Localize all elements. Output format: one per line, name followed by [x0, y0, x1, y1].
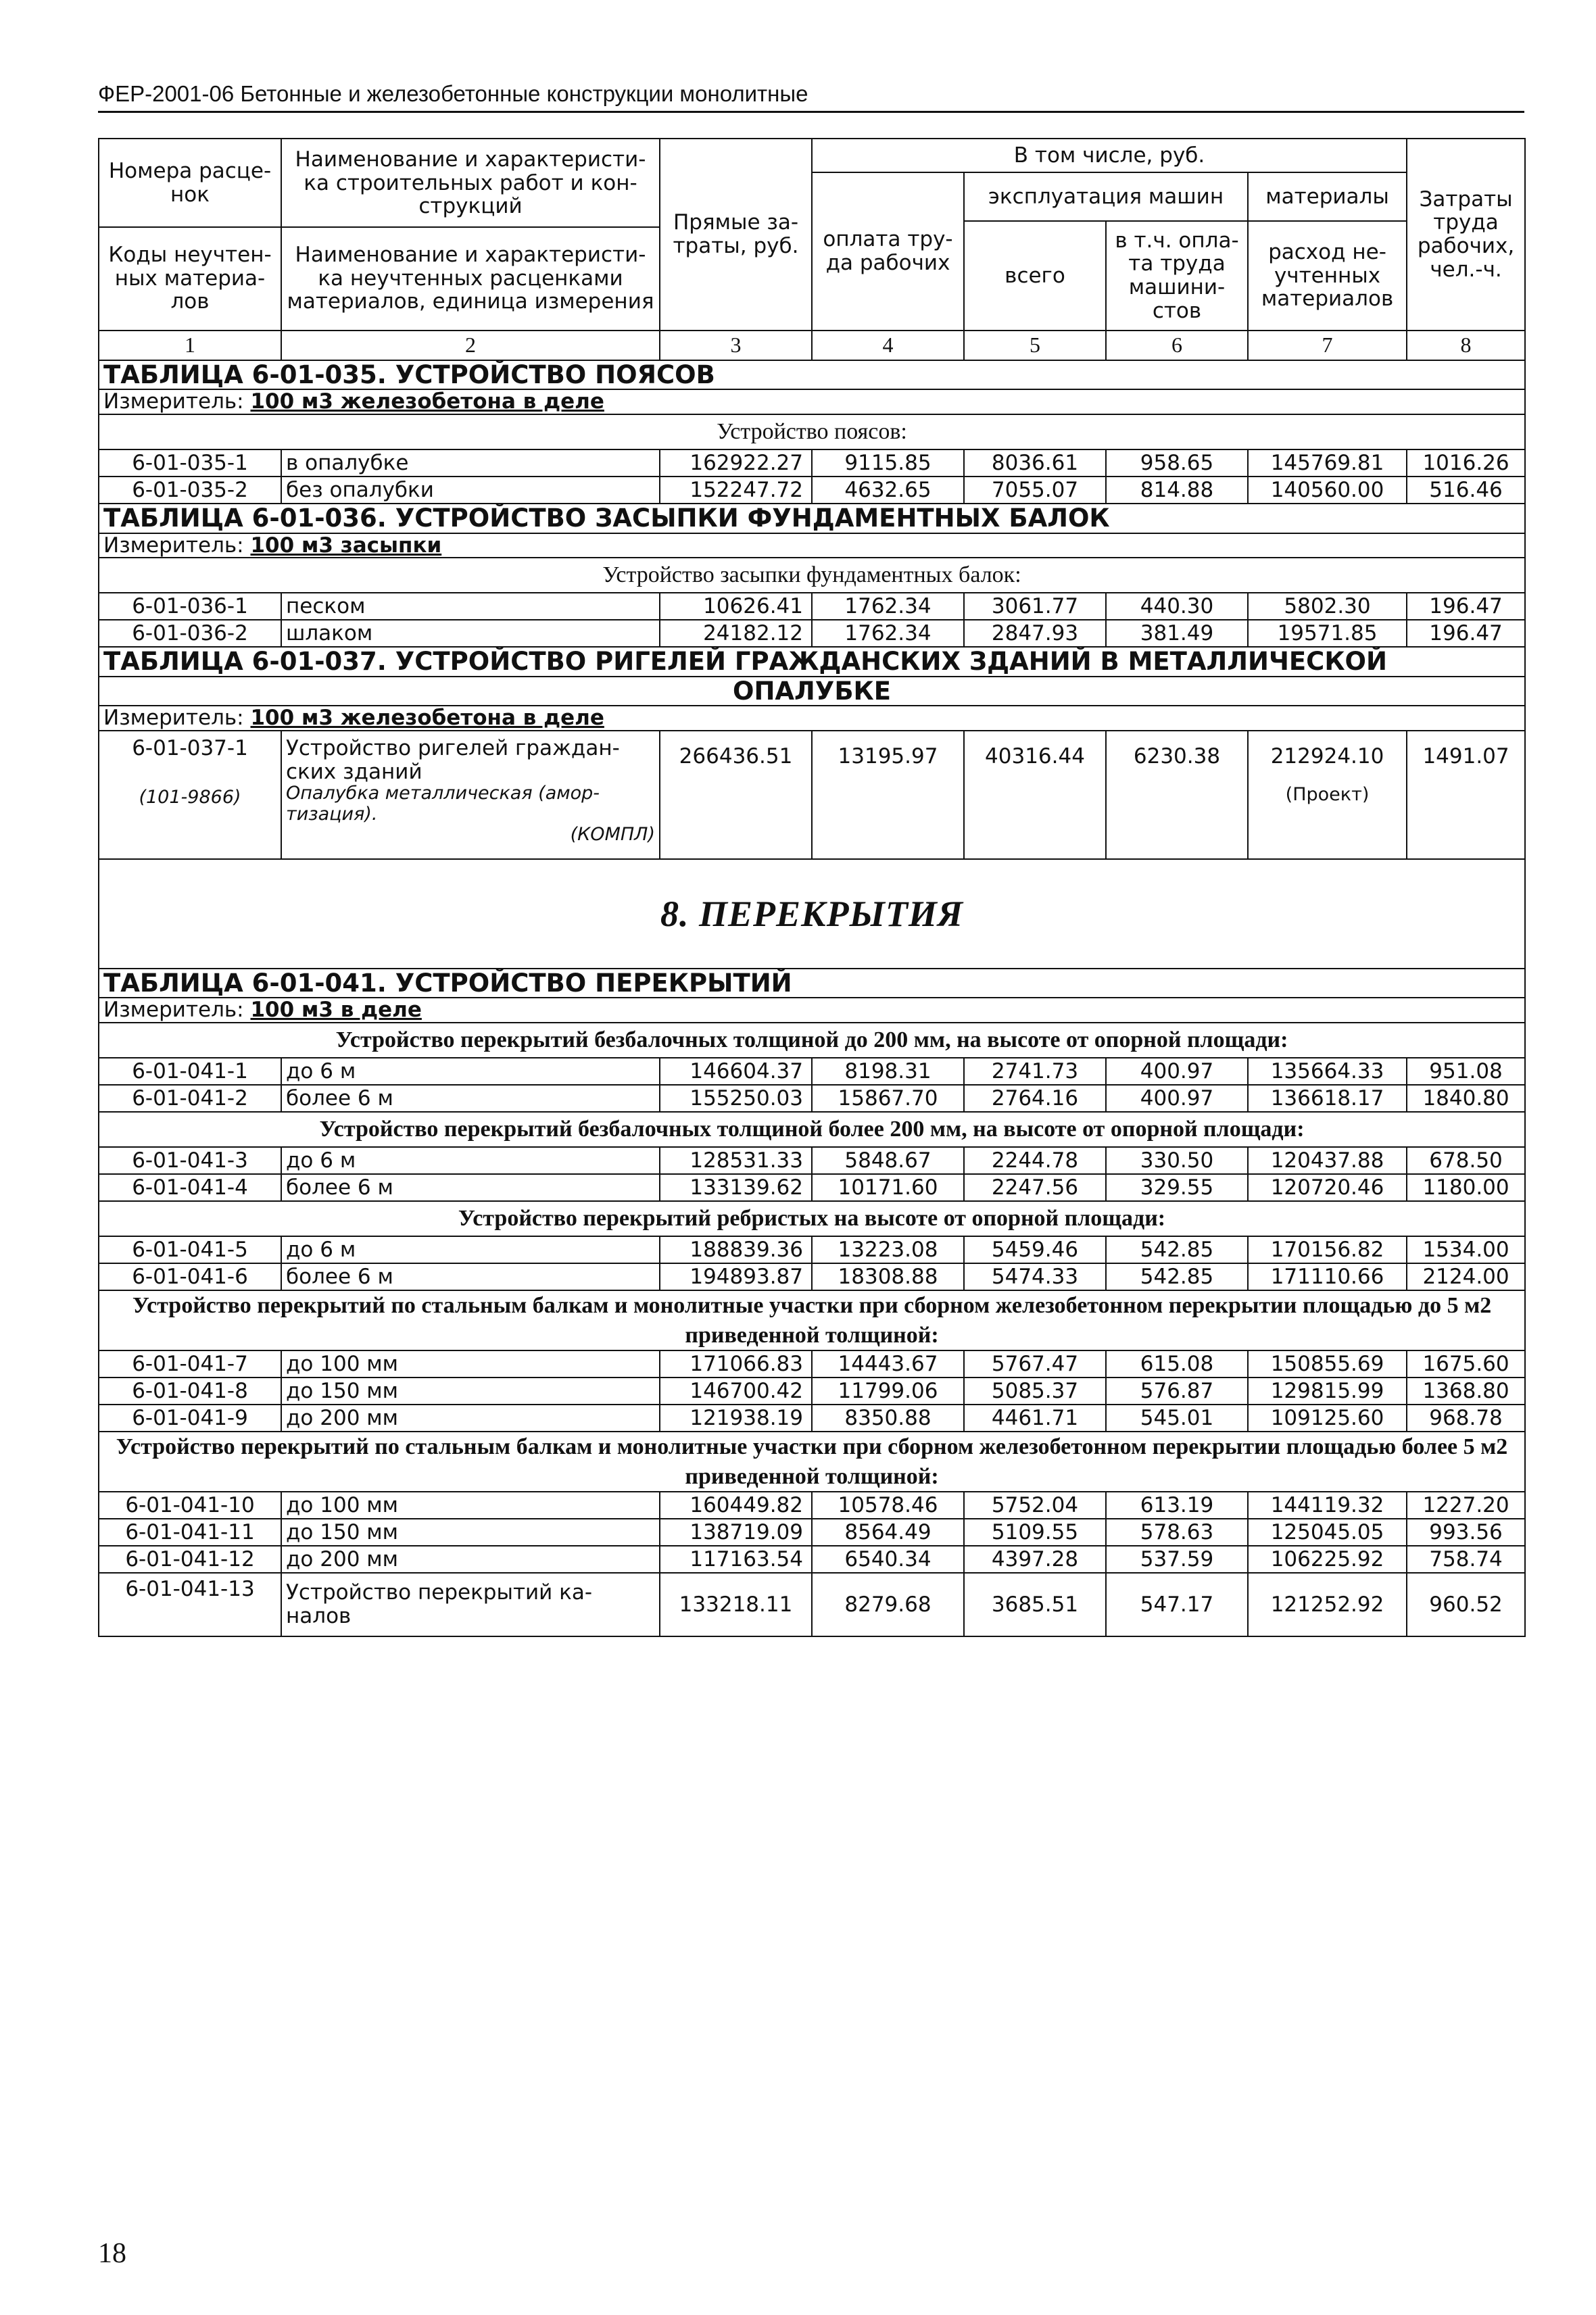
- table-title-041: [99, 969, 1525, 998]
- table-row: [99, 1492, 1525, 1519]
- rate-code: 6-01-041-4: [99, 1174, 281, 1201]
- wage: 6540.34: [812, 1546, 964, 1573]
- materials: 121252.92: [1248, 1573, 1407, 1636]
- price-table: [98, 138, 1526, 1637]
- wage: 18308.88: [812, 1263, 964, 1290]
- rate-code: 6-01-041-1: [99, 1058, 281, 1085]
- machines-total: 3685.51: [964, 1573, 1106, 1636]
- materials: 109125.60: [1248, 1405, 1407, 1432]
- direct-cost: 117163.54: [660, 1546, 812, 1573]
- materials: 171110.66: [1248, 1263, 1407, 1290]
- rate-code: 6-01-041-2: [99, 1085, 281, 1112]
- table-row: [99, 1174, 1525, 1201]
- work-name: до 200 мм: [281, 1546, 660, 1573]
- labor: 2124.00: [1407, 1263, 1525, 1290]
- direct-cost: 162922.27: [660, 449, 812, 477]
- group-041-3: [99, 1201, 1525, 1236]
- rate-code: 6-01-041-7: [99, 1350, 281, 1378]
- table-title-035: [99, 360, 1525, 389]
- rate-code: 6-01-035-1: [99, 449, 281, 477]
- table-title: ТАБЛИЦА 6-01-035. УСТРОЙСТВО ПОЯСОВ: [99, 360, 1525, 389]
- machines-total: 5459.46: [964, 1236, 1106, 1263]
- machines-total: 7055.07: [964, 477, 1106, 504]
- table-row: [99, 1378, 1525, 1405]
- rate-code: 6-01-041-3: [99, 1147, 281, 1174]
- labor: 678.50: [1407, 1147, 1525, 1174]
- section-row: [99, 859, 1525, 969]
- machines-wage: 578.63: [1106, 1519, 1248, 1546]
- wage: 14443.67: [812, 1350, 964, 1378]
- table-title: ТАБЛИЦА 6-01-036. УСТРОЙСТВО ЗАСЫПКИ ФУНДАМЕНТНЫХ БАЛОК: [99, 504, 1525, 533]
- group-heading: Устройство перекрытий ребристых на высоте от опорной площади:: [99, 1201, 1525, 1236]
- materials-cell: [1248, 731, 1407, 859]
- machines-wage: 330.50: [1106, 1147, 1248, 1174]
- machines-wage: 613.19: [1106, 1492, 1248, 1519]
- labor: 1180.00: [1407, 1174, 1525, 1201]
- labor: 1534.00: [1407, 1236, 1525, 1263]
- materials: 145769.81: [1248, 449, 1407, 477]
- machines-wage: 6230.38: [1106, 731, 1248, 859]
- work-name: до 100 мм: [281, 1350, 660, 1378]
- direct-cost: 10626.41: [660, 593, 812, 620]
- rate-code: 6-01-041-12: [99, 1546, 281, 1573]
- wage: 13223.08: [812, 1236, 964, 1263]
- table-row: [99, 593, 1525, 620]
- machines-wage: 381.49: [1106, 620, 1248, 647]
- labor: 1227.20: [1407, 1492, 1525, 1519]
- rate-code: 6-01-041-9: [99, 1405, 281, 1432]
- material-name: Опалубка металлическая (амор-тизация).: [286, 783, 600, 825]
- labor: 1491.07: [1407, 731, 1525, 859]
- direct-cost: 133139.62: [660, 1174, 812, 1201]
- direct-cost: 266436.51: [660, 731, 812, 859]
- running-header: [98, 81, 1524, 113]
- work-name: шлаком: [281, 620, 660, 647]
- materials: 140560.00: [1248, 477, 1407, 504]
- wage: 8350.88: [812, 1405, 964, 1432]
- direct-cost: 128531.33: [660, 1147, 812, 1174]
- direct-cost: 188839.36: [660, 1236, 812, 1263]
- section-title: 8. ПЕРЕКРЫТИЯ: [660, 893, 964, 934]
- direct-costs-header: Прямые за-траты, руб.: [660, 139, 812, 331]
- rate-code: 6-01-041-8: [99, 1378, 281, 1405]
- wage: 1762.34: [812, 620, 964, 647]
- table-title-continued: ОПАЛУБКЕ: [99, 677, 1525, 706]
- table-title: ТАБЛИЦА 6-01-037. УСТРОЙСТВО РИГЕЛЕЙ ГРАЖДАНСКИХ ЗДАНИЙ В МЕТАЛЛИЧЕСКОЙ: [99, 647, 1525, 676]
- page-number: 18: [98, 2238, 126, 2269]
- rate-code: 6-01-041-10: [99, 1492, 281, 1519]
- table-title-037: [99, 647, 1525, 676]
- machines-total: 2741.73: [964, 1058, 1106, 1085]
- machines-total: 4461.71: [964, 1405, 1106, 1432]
- direct-cost: 171066.83: [660, 1350, 812, 1378]
- table-row: [99, 1546, 1525, 1573]
- wage: 8198.31: [812, 1058, 964, 1085]
- rate-code: 6-01-037-1: [132, 735, 248, 760]
- machines-header: эксплуатация машин: [964, 172, 1248, 221]
- machines-total: 4397.28: [964, 1546, 1106, 1573]
- group-041-5: [99, 1432, 1525, 1492]
- work-name-cell: [281, 731, 660, 859]
- machines-wage: 440.30: [1106, 593, 1248, 620]
- wage-header: оплата тру-да рабочих: [812, 172, 964, 331]
- work-name: песком: [281, 593, 660, 620]
- direct-cost: 152247.72: [660, 477, 812, 504]
- wage: 13195.97: [812, 731, 964, 859]
- materials: 5802.30: [1248, 593, 1407, 620]
- wage: 10578.46: [812, 1492, 964, 1519]
- materials: 19571.85: [1248, 620, 1407, 647]
- measure-row-035: [99, 389, 1525, 414]
- wage: 4632.65: [812, 477, 964, 504]
- machines-wage: 545.01: [1106, 1405, 1248, 1432]
- machines-total: 3061.77: [964, 593, 1106, 620]
- machines-wage: 547.17: [1106, 1573, 1248, 1636]
- table-row: [99, 1236, 1525, 1263]
- running-title: ФЕР-2001-06 Бетонные и железобетонные конструкции монолитные: [98, 81, 808, 106]
- labor: 993.56: [1407, 1519, 1525, 1546]
- measure-label: Измеритель:: [103, 389, 244, 414]
- machines-total: 2847.93: [964, 620, 1106, 647]
- direct-cost: 24182.12: [660, 620, 812, 647]
- machines-wage: 576.87: [1106, 1378, 1248, 1405]
- machines-total: 8036.61: [964, 449, 1106, 477]
- material-unit: (КОМПЛ): [570, 823, 655, 845]
- direct-cost: 146604.37: [660, 1058, 812, 1085]
- wage: 5848.67: [812, 1147, 964, 1174]
- measure-value: 100 м3 железобетона в деле: [250, 706, 604, 731]
- machines-total: 5474.33: [964, 1263, 1106, 1290]
- measure-label: Измеритель:: [103, 998, 244, 1023]
- col-num: 5: [964, 331, 1106, 360]
- group-heading: Устройство засыпки фундаментных балок:: [99, 558, 1525, 593]
- materials: 170156.82: [1248, 1236, 1407, 1263]
- machines-total: 2247.56: [964, 1174, 1106, 1201]
- col1-header-top: Номера расце-нок: [99, 140, 281, 228]
- labor-header: Затраты труда рабочих, чел.-ч.: [1407, 139, 1525, 331]
- machines-wage-header: в т.ч. опла-та труда машини-стов: [1106, 221, 1248, 331]
- labor: 196.47: [1407, 620, 1525, 647]
- machines-total: 2244.78: [964, 1147, 1106, 1174]
- materials: 150855.69: [1248, 1350, 1407, 1378]
- materials: 135664.33: [1248, 1058, 1407, 1085]
- direct-cost: 160449.82: [660, 1492, 812, 1519]
- rate-code: 6-01-036-2: [99, 620, 281, 647]
- rate-code-cell: [99, 731, 281, 859]
- labor: 1675.60: [1407, 1350, 1525, 1378]
- group-035: [99, 414, 1525, 449]
- machines-all-header: всего: [964, 221, 1106, 331]
- work-name: более 6 м: [281, 1174, 660, 1201]
- work-name: до 150 мм: [281, 1378, 660, 1405]
- machines-total: 40316.44: [964, 731, 1106, 859]
- table-title: ТАБЛИЦА 6-01-041. УСТРОЙСТВО ПЕРЕКРЫТИЙ: [99, 969, 1525, 998]
- materials-header: материалы: [1248, 172, 1407, 221]
- group-heading: Устройство перекрытий безбалочных толщиной до 200 мм, на высоте от опорной площади:: [99, 1023, 1525, 1058]
- machines-total: 5109.55: [964, 1519, 1106, 1546]
- table-row: [99, 1519, 1525, 1546]
- table-row: [99, 1058, 1525, 1085]
- col-num: 2: [281, 331, 660, 360]
- work-name: до 100 мм: [281, 1492, 660, 1519]
- wage: 15867.70: [812, 1085, 964, 1112]
- wage: 11799.06: [812, 1378, 964, 1405]
- work-name: Устройство ригелей граждан-ских зданий: [286, 735, 620, 784]
- machines-wage: 400.97: [1106, 1058, 1248, 1085]
- work-name: более 6 м: [281, 1085, 660, 1112]
- table-row: [99, 620, 1525, 647]
- direct-cost: 121938.19: [660, 1405, 812, 1432]
- wage: 8279.68: [812, 1573, 964, 1636]
- col-num: 6: [1106, 331, 1248, 360]
- labor: 951.08: [1407, 1058, 1525, 1085]
- direct-cost: 133218.11: [660, 1573, 812, 1636]
- table-row: [99, 1147, 1525, 1174]
- measure-value: 100 м3 железобетона в деле: [250, 389, 604, 414]
- rate-code: 6-01-041-13: [99, 1573, 281, 1636]
- col-num: 8: [1407, 331, 1525, 360]
- materials-note: (Проект): [1285, 783, 1370, 805]
- material-code: (101-9866): [139, 786, 241, 808]
- materials: 125045.05: [1248, 1519, 1407, 1546]
- materials-unaccounted-header: расход не-учтенных материалов: [1248, 221, 1407, 331]
- labor: 1016.26: [1407, 449, 1525, 477]
- machines-wage: 814.88: [1106, 477, 1248, 504]
- rate-code: 6-01-035-2: [99, 477, 281, 504]
- wage: 1762.34: [812, 593, 964, 620]
- column-numbers-row: [99, 331, 1525, 360]
- labor: 1840.80: [1407, 1085, 1525, 1112]
- work-name: более 6 м: [281, 1263, 660, 1290]
- table-row: [99, 1350, 1525, 1378]
- group-041-2: [99, 1112, 1525, 1147]
- work-name: в опалубке: [281, 449, 660, 477]
- group-041-1: [99, 1023, 1525, 1058]
- labor: 196.47: [1407, 593, 1525, 620]
- table-title-037-line2: [99, 677, 1525, 706]
- direct-cost: 194893.87: [660, 1263, 812, 1290]
- col2-header: [281, 139, 660, 331]
- work-name: без опалубки: [281, 477, 660, 504]
- machines-total: 2764.16: [964, 1085, 1106, 1112]
- measure-value: 100 м3 засыпки: [250, 533, 442, 558]
- work-name: до 150 мм: [281, 1519, 660, 1546]
- work-name: до 6 м: [281, 1058, 660, 1085]
- labor: 968.78: [1407, 1405, 1525, 1432]
- materials: 144119.32: [1248, 1492, 1407, 1519]
- group-heading: Устройство поясов:: [99, 414, 1525, 449]
- measure-label: Измеритель:: [103, 706, 244, 731]
- work-name: до 200 мм: [281, 1405, 660, 1432]
- measure-label: Измеритель:: [103, 533, 244, 558]
- rate-code: 6-01-036-1: [99, 593, 281, 620]
- labor: 516.46: [1407, 477, 1525, 504]
- machines-wage: 537.59: [1106, 1546, 1248, 1573]
- incl-header: В том числе, руб.: [812, 139, 1407, 172]
- materials: 106225.92: [1248, 1546, 1407, 1573]
- direct-cost: 138719.09: [660, 1519, 812, 1546]
- machines-wage: 615.08: [1106, 1350, 1248, 1378]
- table-row: [99, 1573, 1525, 1636]
- group-heading: Устройство перекрытий по стальным балкам и монолитные участки при сборном железобетонном перекрытии площадью более 5 м2 приведенной толщиной:: [99, 1432, 1525, 1492]
- table-row: [99, 731, 1525, 859]
- col-num: 7: [1248, 331, 1407, 360]
- group-heading: Устройство перекрытий по стальным балкам и монолитные участки при сборном железобетонном перекрытии площадью до 5 м2 приведенной толщиной:: [99, 1290, 1525, 1350]
- measure-row-036: [99, 533, 1525, 558]
- wage: 9115.85: [812, 449, 964, 477]
- col-num: 3: [660, 331, 812, 360]
- labor: 758.74: [1407, 1546, 1525, 1573]
- table-row: [99, 1085, 1525, 1112]
- col-num: 4: [812, 331, 964, 360]
- header-row-1: [99, 139, 1525, 172]
- labor: 1368.80: [1407, 1378, 1525, 1405]
- col1-header-bottom: Коды неучтен-ных материа-лов: [108, 242, 272, 314]
- direct-cost: 146700.42: [660, 1378, 812, 1405]
- materials: 120437.88: [1248, 1147, 1407, 1174]
- machines-wage: 400.97: [1106, 1085, 1248, 1112]
- materials: 129815.99: [1248, 1378, 1407, 1405]
- group-036: [99, 558, 1525, 593]
- direct-cost: 155250.03: [660, 1085, 812, 1112]
- col-num: 1: [99, 331, 281, 360]
- work-name: до 6 м: [281, 1236, 660, 1263]
- col2-header-bottom: Наименование и характеристи-ка неучтенных расценками материалов, единица измерения: [287, 242, 654, 314]
- group-041-4: [99, 1290, 1525, 1350]
- work-name: до 6 м: [281, 1147, 660, 1174]
- rate-code: 6-01-041-11: [99, 1519, 281, 1546]
- table-row: [99, 1263, 1525, 1290]
- wage: 10171.60: [812, 1174, 964, 1201]
- machines-total: 5767.47: [964, 1350, 1106, 1378]
- measure-value: 100 м3 в деле: [250, 998, 422, 1023]
- group-heading: Устройство перекрытий безбалочных толщиной более 200 мм, на высоте от опорной площади:: [99, 1112, 1525, 1147]
- table-row: [99, 1405, 1525, 1432]
- col1-header: [99, 139, 281, 331]
- measure-row-041: [99, 998, 1525, 1023]
- materials: 212924.10: [1270, 744, 1384, 769]
- measure-row-037: [99, 706, 1525, 731]
- work-name: Устройство перекрытий ка-налов: [281, 1573, 660, 1636]
- rate-code: 6-01-041-6: [99, 1263, 281, 1290]
- machines-total: 5752.04: [964, 1492, 1106, 1519]
- wage: 8564.49: [812, 1519, 964, 1546]
- machines-wage: 329.55: [1106, 1174, 1248, 1201]
- col2-header-top: Наименование и характеристи-ка строительных работ и кон-струкций: [282, 140, 659, 228]
- machines-wage: 958.65: [1106, 449, 1248, 477]
- materials: 136618.17: [1248, 1085, 1407, 1112]
- labor: 960.52: [1407, 1573, 1525, 1636]
- table-title-036: [99, 504, 1525, 533]
- table-row: [99, 477, 1525, 504]
- rate-code: 6-01-041-5: [99, 1236, 281, 1263]
- machines-wage: 542.85: [1106, 1263, 1248, 1290]
- materials: 120720.46: [1248, 1174, 1407, 1201]
- table-row: [99, 449, 1525, 477]
- machines-total: 5085.37: [964, 1378, 1106, 1405]
- machines-wage: 542.85: [1106, 1236, 1248, 1263]
